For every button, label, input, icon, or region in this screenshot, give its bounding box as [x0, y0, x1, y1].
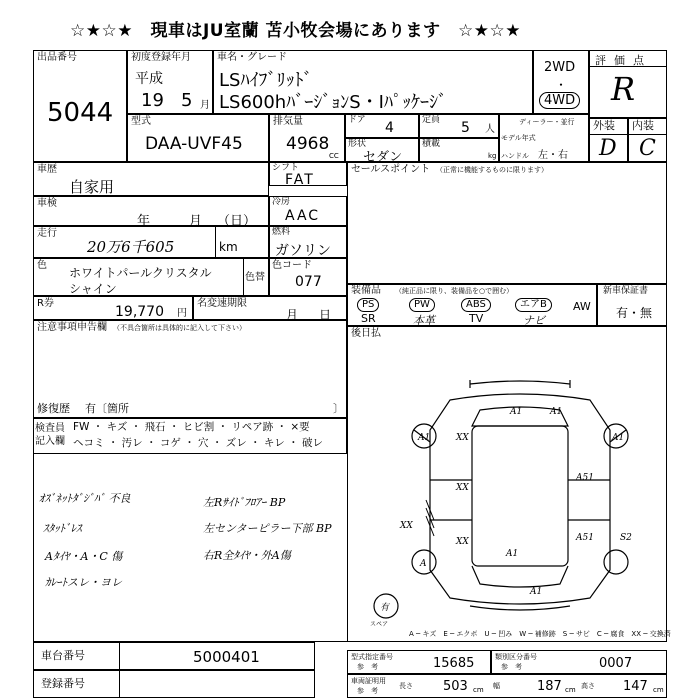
mark-13: A: [420, 559, 427, 569]
deadline-label: 名変速期限: [197, 298, 247, 309]
inspection-label: 車検: [37, 198, 57, 209]
inspection-day: （日）: [217, 214, 257, 229]
length-value: 503: [443, 679, 468, 694]
car-name-line2: LS600hﾊﾞｰｼﾞｮﾝS・Iﾊﾟｯｹｰｼﾞ: [219, 92, 447, 113]
color-code-value: 077: [295, 274, 322, 290]
warranty-value: 有・無: [616, 306, 653, 320]
dealer-label: ディーラー・並行: [519, 118, 575, 126]
capacity-label: 定員: [422, 115, 441, 125]
damage-legend: A ─ キズ E ─ エクボ U ─ 凹み W ─ 補修跡 S ─ サビ C ─ 腐食 XX ─ 交換済: [409, 630, 671, 638]
inspection-month: 月: [189, 214, 203, 229]
hw-right-1: 左Rｻｲﾄﾞﾌﾛｱｰ BP: [203, 496, 286, 509]
mark-14: 有: [380, 603, 390, 613]
doors-value: 4: [385, 120, 394, 136]
doors-label: ドア: [348, 115, 366, 125]
sales-point-note: （正常に機能するものに限ります）: [436, 166, 548, 174]
history-label: 車歴: [37, 164, 57, 175]
hw-left-3: Aﾀｲﾔ・A・C 傷: [45, 550, 123, 563]
ac-value: AAC: [285, 208, 321, 224]
repair-end: 〕: [333, 402, 344, 415]
mark-1: A1: [550, 407, 563, 417]
recycle-unit: 円: [177, 308, 187, 319]
dimensions-ref: 参 考: [357, 687, 378, 695]
aftermarket-label: 後日払: [351, 328, 381, 339]
color-line2: シャイン: [69, 282, 117, 296]
sales-point-box: [347, 162, 667, 284]
displacement-value: 4968: [286, 134, 330, 154]
model-value: DAA-UVF45: [145, 134, 243, 154]
capacity-unit: 人: [485, 124, 495, 135]
car-name-label: 車名・グレード: [217, 52, 287, 63]
model-label: 型式: [131, 116, 151, 127]
handle-label: ハンドル: [501, 152, 529, 160]
deadline-month: 月: [286, 308, 299, 322]
mark-11: A1: [418, 433, 431, 443]
height-label: 高さ: [581, 682, 595, 690]
repair-value: 有〔箇所: [85, 402, 129, 415]
shift-label: シフト: [272, 163, 300, 173]
inspection-year: 年: [137, 214, 151, 229]
designation-label: 型式指定番号: [351, 653, 393, 661]
int-label: 内装: [632, 119, 654, 132]
dimensions-label: 車両証明用: [351, 677, 386, 685]
mileage-unit: km: [219, 240, 238, 254]
car-damage-diagram: [370, 370, 660, 628]
width-label: 幅: [493, 682, 500, 690]
inspector-row1: FW ・ キズ ・ 飛石 ・ ヒビ割 ・ リペア跡 ・ ×要: [73, 421, 310, 433]
length-unit: cm: [473, 686, 484, 694]
drive-dot: ・: [555, 78, 568, 92]
height-unit: cm: [653, 686, 664, 694]
equip-abs: ABS: [461, 298, 491, 312]
mark-3: XX: [456, 483, 469, 493]
shape-value: セダン: [363, 150, 403, 165]
capacity-value: 5: [461, 120, 470, 136]
mileage-value: 20万6千605: [87, 238, 175, 256]
mark-8: A1: [506, 549, 519, 559]
equip-pw: PW: [409, 298, 435, 312]
warranty-label: 新車保証書: [603, 286, 649, 296]
regno-label: 登録番号: [41, 677, 85, 690]
mark-12: A1: [612, 433, 625, 443]
registration-era: 平成: [135, 71, 163, 87]
deadline-day: 日: [319, 308, 332, 322]
model-year-label: モデル年式: [501, 134, 536, 142]
equip-sr: SR: [361, 312, 376, 325]
handle-value: 左・右: [538, 150, 568, 161]
color-code-label: 色コード: [272, 260, 312, 271]
shape-label: 形状: [348, 139, 367, 149]
registration-month: 5: [181, 90, 193, 111]
ext-score: D: [599, 136, 617, 161]
designation-value: 15685: [433, 656, 475, 671]
mark-5: A51: [576, 473, 594, 483]
height-value: 147: [623, 679, 648, 694]
equip-ps: PS: [357, 298, 379, 312]
mark-6: A51: [576, 533, 594, 543]
mark-7: S2: [620, 533, 632, 543]
equipment-note: （純正品に限り、装備品を○で囲む）: [395, 287, 514, 295]
registration-year: 19: [141, 90, 164, 111]
chassis-label: 車台番号: [41, 649, 85, 662]
mark-10: XX: [400, 521, 413, 531]
hw-left-1: ｵｽﾞﾈｯﾄﾀﾞｼﾞﾊﾞ 不良: [39, 492, 131, 505]
lot-number: 5044: [47, 98, 114, 128]
mark-9: A1: [530, 587, 543, 597]
color-label: 色: [37, 260, 47, 271]
eval-score: R: [611, 70, 636, 108]
drive-2wd: 2WD: [544, 60, 576, 75]
ext-label: 外装: [593, 119, 615, 132]
header-banner: ☆★☆★ 現車はJU室蘭 苫小牧会場にあります ☆★☆★: [70, 21, 521, 41]
class-label: 類別区分番号: [495, 653, 537, 661]
hw-left-2: ｽﾀｯﾄﾞﾚｽ: [43, 522, 82, 535]
hw-right-3: 右R全ﾀｲﾔ・外A傷: [203, 549, 291, 562]
loading-label: 積載: [422, 139, 441, 149]
notes-box: [33, 320, 347, 418]
ac-label: 冷房: [272, 197, 291, 207]
recycle-label: R券: [37, 298, 54, 309]
equip-leather: 本革: [413, 314, 435, 327]
lot-label: 出品番号: [37, 52, 77, 63]
car-name-line1: LSﾊｲﾌﾞﾘｯﾄﾞ: [219, 70, 313, 91]
width-value: 187: [537, 679, 562, 694]
color-change-label: 色替: [245, 272, 265, 283]
fuel-label: 燃料: [272, 227, 291, 237]
chassis-value: 5000401: [193, 648, 260, 666]
equip-tv: TV: [469, 312, 484, 325]
inspector-label2: 記入欄: [35, 436, 65, 447]
fuel-value: ガソリン: [275, 243, 331, 259]
spare-label: スペア: [370, 621, 389, 628]
length-label: 長さ: [399, 682, 413, 690]
class-ref: 参 考: [501, 663, 522, 671]
int-score: C: [639, 136, 656, 161]
inspector-row2: ヘコミ ・ 汚レ ・ コゲ ・ 穴 ・ ズレ ・ キレ ・ 破レ: [73, 437, 323, 449]
class-value: 0007: [599, 656, 633, 671]
loading-unit: kg: [488, 152, 497, 160]
color-line1: ホワイトパールクリスタル: [69, 266, 212, 280]
mark-4: XX: [456, 537, 469, 547]
dimensions-box: [347, 674, 667, 698]
recycle-box: [33, 296, 193, 320]
recycle-value: 19,770: [115, 304, 164, 320]
equip-airbag: エアB: [515, 298, 552, 312]
equip-navi: ナビ: [523, 314, 545, 327]
history-value: 自家用: [69, 178, 115, 196]
registration-month-unit: 月: [200, 100, 210, 111]
mark-0: A1: [510, 407, 523, 417]
notes-note: （不具合箇所は具体的に記入して下さい）: [113, 324, 246, 332]
equipment-label: 装備品: [351, 285, 381, 296]
notes-label: 注意事項申告欄: [37, 322, 107, 333]
drive-4wd: 4WD: [539, 92, 580, 109]
width-unit: cm: [565, 686, 576, 694]
displacement-unit: CC: [329, 152, 339, 160]
eval-label: 評価点: [595, 54, 652, 67]
equip-aw: AW: [573, 300, 591, 313]
designation-ref: 参 考: [357, 663, 378, 671]
sales-point-label: セールスポイント: [351, 164, 431, 175]
mileage-label: 走行: [37, 228, 57, 239]
inspector-label1: 検査員: [35, 423, 65, 434]
registration-label: 初度登録年月: [131, 52, 191, 63]
displacement-label: 排気量: [273, 116, 303, 127]
hw-left-4: ｶﾚｰﾄスレ・ヨレ: [45, 576, 122, 589]
hw-right-2: 左センターピラー下部 BP: [203, 522, 332, 535]
repair-label: 修復歴: [37, 402, 70, 415]
mark-2: XX: [456, 433, 469, 443]
shift-value: FAT: [285, 172, 315, 188]
